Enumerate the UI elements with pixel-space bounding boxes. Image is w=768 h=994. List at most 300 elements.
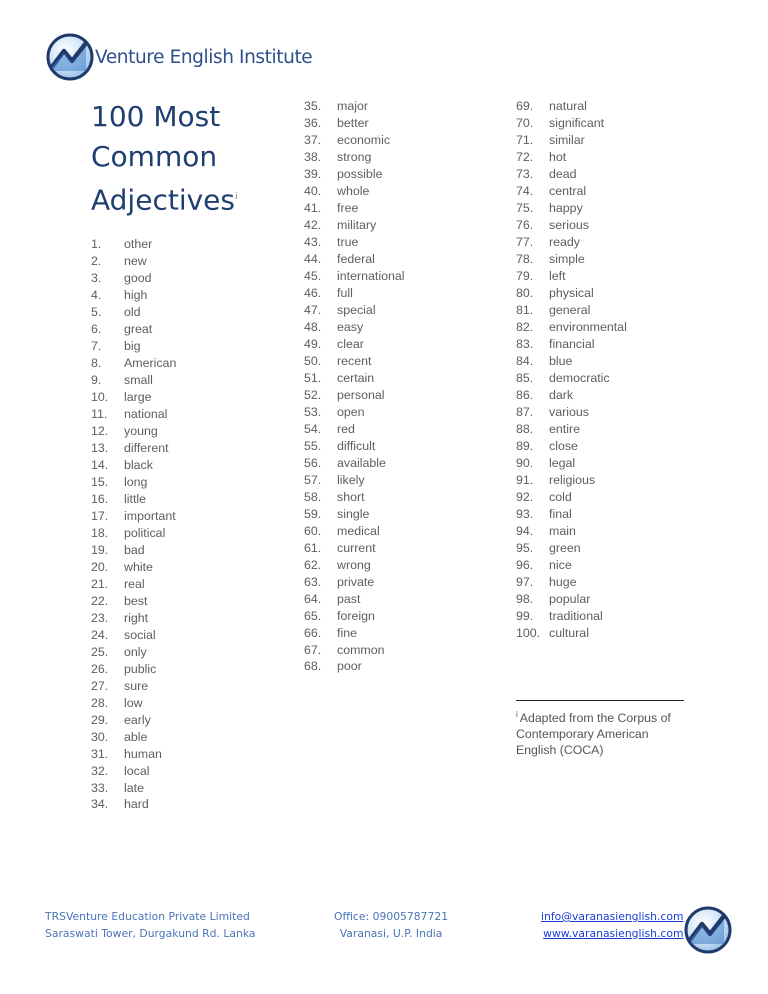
- footer-contact: [541, 909, 684, 942]
- adjective-list-column-1: [91, 236, 176, 813]
- item-word: possible: [337, 166, 383, 181]
- item-word: military: [337, 217, 377, 232]
- item-word: social: [124, 627, 156, 642]
- item-number: 100.: [516, 625, 541, 640]
- item-number: 36.: [304, 115, 322, 130]
- list-item: [516, 404, 627, 421]
- list-item: [91, 712, 176, 729]
- item-number: 2.: [91, 253, 102, 268]
- item-word: little: [124, 491, 147, 506]
- item-word: democratic: [549, 370, 610, 385]
- list-item: [304, 183, 405, 200]
- list-item: [91, 270, 176, 287]
- item-number: 80.: [516, 285, 534, 300]
- footer-office: [334, 909, 448, 942]
- item-number: 86.: [516, 387, 534, 402]
- item-number: 74.: [516, 183, 534, 198]
- list-item: [91, 491, 176, 508]
- item-word: available: [337, 455, 386, 470]
- list-item: [516, 370, 627, 387]
- item-number: 95.: [516, 540, 534, 555]
- item-word: strong: [337, 149, 372, 164]
- item-word: only: [124, 644, 147, 659]
- item-word: easy: [337, 319, 364, 334]
- list-item: [304, 200, 405, 217]
- list-item: [516, 251, 627, 268]
- item-number: 24.: [91, 627, 109, 642]
- list-item: [304, 489, 405, 506]
- item-word: public: [124, 661, 157, 676]
- item-number: 33.: [91, 780, 109, 795]
- list-item: [516, 217, 627, 234]
- item-word: human: [124, 746, 162, 761]
- item-word: early: [124, 712, 151, 727]
- item-word: better: [337, 115, 369, 130]
- item-word: whole: [337, 183, 370, 198]
- item-number: 92.: [516, 489, 534, 504]
- item-number: 78.: [516, 251, 534, 266]
- list-item: [91, 644, 176, 661]
- item-number: 76.: [516, 217, 534, 232]
- item-word: great: [124, 321, 153, 336]
- item-number: 38.: [304, 149, 322, 164]
- item-word: common: [337, 642, 385, 657]
- item-word: national: [124, 406, 168, 421]
- item-number: 77.: [516, 234, 534, 249]
- item-number: 64.: [304, 591, 322, 606]
- item-word: significant: [549, 115, 605, 130]
- item-number: 7.: [91, 338, 102, 353]
- item-number: 89.: [516, 438, 534, 453]
- item-number: 82.: [516, 319, 534, 334]
- list-item: [304, 166, 405, 183]
- list-item: [516, 115, 627, 132]
- item-number: 75.: [516, 200, 534, 215]
- list-item: [304, 438, 405, 455]
- item-number: 26.: [91, 661, 109, 676]
- item-word: single: [337, 506, 370, 521]
- item-number: 73.: [516, 166, 534, 181]
- item-word: financial: [549, 336, 595, 351]
- list-item: [91, 372, 176, 389]
- list-item: [91, 440, 176, 457]
- item-number: 42.: [304, 217, 322, 232]
- item-word: left: [549, 268, 566, 283]
- item-number: 46.: [304, 285, 322, 300]
- list-item: [516, 625, 627, 642]
- title-line-3: Adjectives$^i$: [91, 183, 238, 217]
- item-number: 45.: [304, 268, 322, 283]
- list-item: [516, 268, 627, 285]
- item-word: simple: [549, 251, 585, 266]
- item-word: important: [124, 508, 176, 523]
- list-item: [304, 251, 405, 268]
- list-item: [516, 302, 627, 319]
- list-item: [516, 574, 627, 591]
- item-word: serious: [549, 217, 589, 232]
- item-word: legal: [549, 455, 576, 470]
- item-word: long: [124, 474, 148, 489]
- list-item: [516, 183, 627, 200]
- list-item: [91, 559, 176, 576]
- footer-company: [45, 909, 256, 942]
- list-item: [91, 780, 176, 797]
- list-item: [516, 234, 627, 251]
- list-item: [304, 574, 405, 591]
- list-item: [91, 763, 176, 780]
- item-word: black: [124, 457, 153, 472]
- chart-arrow-logo-icon: [46, 33, 94, 81]
- item-number: 83.: [516, 336, 534, 351]
- list-item: [516, 455, 627, 472]
- item-number: 14.: [91, 457, 109, 472]
- item-number: 57.: [304, 472, 322, 487]
- item-word: sure: [124, 678, 149, 693]
- list-item: [304, 370, 405, 387]
- list-item: [91, 525, 176, 542]
- list-item: [91, 610, 176, 627]
- item-number: 85.: [516, 370, 534, 385]
- item-word: clear: [337, 336, 364, 351]
- list-item: [91, 304, 176, 321]
- item-number: 17.: [91, 508, 109, 523]
- list-item: [304, 387, 405, 404]
- list-item: [91, 457, 176, 474]
- list-item: [91, 508, 176, 525]
- list-item: [516, 98, 627, 115]
- item-word: full: [337, 285, 353, 300]
- item-word: big: [124, 338, 141, 353]
- item-number: 35.: [304, 99, 322, 113]
- footnote-marker: i: [516, 710, 518, 719]
- item-word: current: [337, 540, 376, 555]
- list-item: [91, 338, 176, 355]
- item-number: 79.: [516, 268, 534, 283]
- list-item: [516, 591, 627, 608]
- item-word: old: [124, 304, 141, 319]
- item-number: 12.: [91, 423, 109, 438]
- item-number: 27.: [91, 678, 109, 693]
- item-word: young: [124, 423, 158, 438]
- item-word: local: [124, 763, 150, 778]
- item-word: central: [549, 183, 587, 198]
- item-word: good: [124, 270, 152, 285]
- list-item: [91, 389, 176, 406]
- list-item: [516, 523, 627, 540]
- item-word: foreign: [337, 608, 375, 623]
- item-word: large: [124, 389, 152, 404]
- item-number: 30.: [91, 729, 109, 744]
- item-number: 11.: [91, 406, 108, 421]
- list-item: [304, 557, 405, 574]
- item-number: 8.: [91, 355, 102, 370]
- list-item: [304, 336, 405, 353]
- adjective-list-column-3: [516, 98, 627, 642]
- item-number: 52.: [304, 387, 322, 402]
- item-word: different: [124, 440, 169, 455]
- office-phone: Office: 09005787721: [334, 910, 449, 923]
- item-word: able: [124, 729, 148, 744]
- item-number: 3.: [91, 270, 102, 285]
- item-number: 96.: [516, 557, 534, 572]
- item-word: new: [124, 253, 147, 268]
- item-number: 60.: [304, 523, 322, 538]
- item-number: 71.: [516, 132, 534, 147]
- list-item: [304, 455, 405, 472]
- chart-arrow-logo-icon: [684, 906, 732, 954]
- item-word: traditional: [549, 608, 603, 623]
- item-word: real: [124, 576, 145, 591]
- item-word: international: [337, 268, 405, 283]
- item-number: 4.: [91, 287, 102, 302]
- list-item: [516, 387, 627, 404]
- item-word: fine: [337, 625, 357, 640]
- list-item: [91, 321, 176, 338]
- footnote-marker: i: [234, 192, 238, 202]
- item-word: hard: [124, 797, 149, 812]
- list-item: [516, 472, 627, 489]
- footnote-divider: [516, 700, 684, 701]
- item-number: 51.: [304, 370, 322, 385]
- list-item: [516, 421, 627, 438]
- list-item: [516, 319, 627, 336]
- item-word: federal: [337, 251, 375, 266]
- list-item: [91, 695, 176, 712]
- item-number: 54.: [304, 421, 322, 436]
- item-number: 53.: [304, 404, 322, 419]
- item-number: 62.: [304, 557, 322, 572]
- list-item: [91, 678, 176, 695]
- item-word: open: [337, 404, 365, 419]
- footnote-text: Adapted from the Corpus of Contemporary American English (COCA): [516, 711, 671, 757]
- item-number: 94.: [516, 523, 534, 538]
- item-word: dark: [549, 387, 574, 402]
- website-link[interactable]: www.varanasienglish.com: [543, 926, 684, 940]
- item-number: 97.: [516, 574, 534, 589]
- title-line-2: Common: [91, 140, 218, 173]
- item-number: 99.: [516, 608, 534, 623]
- list-item: [516, 506, 627, 523]
- list-item: [304, 625, 405, 642]
- list-item: [91, 729, 176, 746]
- item-number: 20.: [91, 559, 109, 574]
- item-word: short: [337, 489, 365, 504]
- item-number: 72.: [516, 149, 534, 164]
- item-number: 43.: [304, 234, 322, 249]
- list-item: [91, 355, 176, 372]
- list-item: [304, 591, 405, 608]
- item-number: 91.: [516, 472, 534, 487]
- item-word: past: [337, 591, 361, 606]
- list-item: [91, 661, 176, 678]
- item-number: 61.: [304, 540, 322, 555]
- item-word: bad: [124, 542, 145, 557]
- item-word: various: [549, 404, 589, 419]
- item-word: religious: [549, 472, 596, 487]
- item-word: best: [124, 593, 148, 608]
- item-word: private: [337, 574, 375, 589]
- list-item: [304, 217, 405, 234]
- list-item: [516, 557, 627, 574]
- item-word: similar: [549, 132, 585, 147]
- company-address: Saraswati Tower, Durgakund Rd. Lanka: [45, 926, 256, 940]
- email-link[interactable]: info@varanasienglish.com: [541, 910, 684, 923]
- item-number: 16.: [91, 491, 109, 506]
- list-item: [91, 406, 176, 423]
- list-item: [91, 423, 176, 440]
- item-number: 21.: [91, 576, 109, 591]
- list-item: [304, 506, 405, 523]
- item-word: low: [124, 695, 143, 710]
- list-item: [91, 287, 176, 304]
- item-number: 41.: [304, 200, 322, 215]
- list-item: [91, 796, 176, 813]
- list-item: [91, 593, 176, 610]
- item-number: 13.: [91, 440, 109, 455]
- list-item: [304, 472, 405, 489]
- item-number: 63.: [304, 574, 322, 589]
- item-word: wrong: [337, 557, 371, 572]
- item-number: 56.: [304, 455, 322, 470]
- brand-name: Venture English Institute: [95, 46, 313, 68]
- item-word: right: [124, 610, 149, 625]
- list-item: [304, 98, 405, 115]
- list-item: [304, 149, 405, 166]
- list-item: [304, 302, 405, 319]
- item-word: green: [549, 540, 581, 555]
- item-word: natural: [549, 99, 587, 113]
- item-number: 15.: [91, 474, 109, 489]
- item-number: 23.: [91, 610, 109, 625]
- item-word: blue: [549, 353, 573, 368]
- list-item: [304, 523, 405, 540]
- company-name: TRSVenture Education Private Limited: [45, 910, 250, 923]
- item-word: final: [549, 506, 572, 521]
- list-item: [304, 421, 405, 438]
- footnote: [516, 707, 686, 758]
- item-number: 29.: [91, 712, 109, 727]
- item-number: 39.: [304, 166, 322, 181]
- list-item: [516, 489, 627, 506]
- item-word: likely: [337, 472, 365, 487]
- item-number: 50.: [304, 353, 322, 368]
- item-number: 32.: [91, 763, 109, 778]
- item-number: 37.: [304, 132, 322, 147]
- item-word: ready: [549, 234, 580, 249]
- item-number: 47.: [304, 302, 322, 317]
- item-word: close: [549, 438, 578, 453]
- item-number: 19.: [91, 542, 109, 557]
- list-item: [516, 166, 627, 183]
- item-word: recent: [337, 353, 372, 368]
- title-line-1: 100 Most: [91, 100, 221, 133]
- list-item: [304, 404, 405, 421]
- item-word: happy: [549, 200, 583, 215]
- item-number: 31.: [91, 746, 109, 761]
- item-number: 55.: [304, 438, 322, 453]
- item-number: 25.: [91, 644, 109, 659]
- item-word: American: [124, 355, 177, 370]
- list-item: [304, 608, 405, 625]
- list-item: [304, 540, 405, 557]
- item-number: 28.: [91, 695, 109, 710]
- item-number: 65.: [304, 608, 322, 623]
- item-word: huge: [549, 574, 577, 589]
- list-item: [91, 253, 176, 270]
- adjective-list-column-2: [304, 98, 405, 675]
- item-word: small: [124, 372, 153, 387]
- item-word: true: [337, 234, 359, 249]
- item-number: 98.: [516, 591, 534, 606]
- list-item: [304, 132, 405, 149]
- item-number: 93.: [516, 506, 534, 521]
- item-number: 81.: [516, 302, 534, 317]
- item-word: environmental: [549, 319, 627, 334]
- list-item: [91, 627, 176, 644]
- item-word: dead: [549, 166, 577, 181]
- item-word: high: [124, 287, 148, 302]
- list-item: [304, 353, 405, 370]
- item-word: white: [124, 559, 153, 574]
- list-item: [304, 268, 405, 285]
- item-number: 69.: [516, 99, 534, 113]
- item-number: 68.: [304, 659, 322, 674]
- list-item: [516, 353, 627, 370]
- item-word: main: [549, 523, 576, 538]
- item-word: free: [337, 200, 359, 215]
- item-word: popular: [549, 591, 591, 606]
- list-item: [304, 234, 405, 251]
- item-number: 10.: [91, 389, 109, 404]
- list-item: [91, 746, 176, 763]
- office-city: Varanasi, U.P. India: [339, 926, 443, 940]
- item-word: certain: [337, 370, 375, 385]
- item-word: poor: [337, 659, 362, 674]
- item-number: 9.: [91, 372, 102, 387]
- list-item: [304, 319, 405, 336]
- item-word: entire: [549, 421, 580, 436]
- list-item: [304, 115, 405, 132]
- item-word: special: [337, 302, 376, 317]
- item-word: hot: [549, 149, 567, 164]
- item-number: 40.: [304, 183, 322, 198]
- item-number: 66.: [304, 625, 322, 640]
- item-word: physical: [549, 285, 594, 300]
- list-item: [91, 576, 176, 593]
- list-item: [516, 200, 627, 217]
- item-number: 49.: [304, 336, 322, 351]
- item-word: general: [549, 302, 591, 317]
- item-number: 1.: [91, 237, 102, 251]
- item-number: 90.: [516, 455, 534, 470]
- item-word: political: [124, 525, 166, 540]
- list-item: [516, 336, 627, 353]
- list-item: [516, 285, 627, 302]
- item-word: major: [337, 99, 368, 113]
- item-number: 18.: [91, 525, 109, 540]
- item-number: 88.: [516, 421, 534, 436]
- list-item: [516, 132, 627, 149]
- item-word: late: [124, 780, 144, 795]
- item-number: 67.: [304, 642, 322, 657]
- page-title: [91, 97, 236, 220]
- item-number: 59.: [304, 506, 322, 521]
- list-item: [91, 542, 176, 559]
- item-number: 84.: [516, 353, 534, 368]
- list-item: [516, 540, 627, 557]
- list-item: [91, 236, 176, 253]
- item-word: difficult: [337, 438, 376, 453]
